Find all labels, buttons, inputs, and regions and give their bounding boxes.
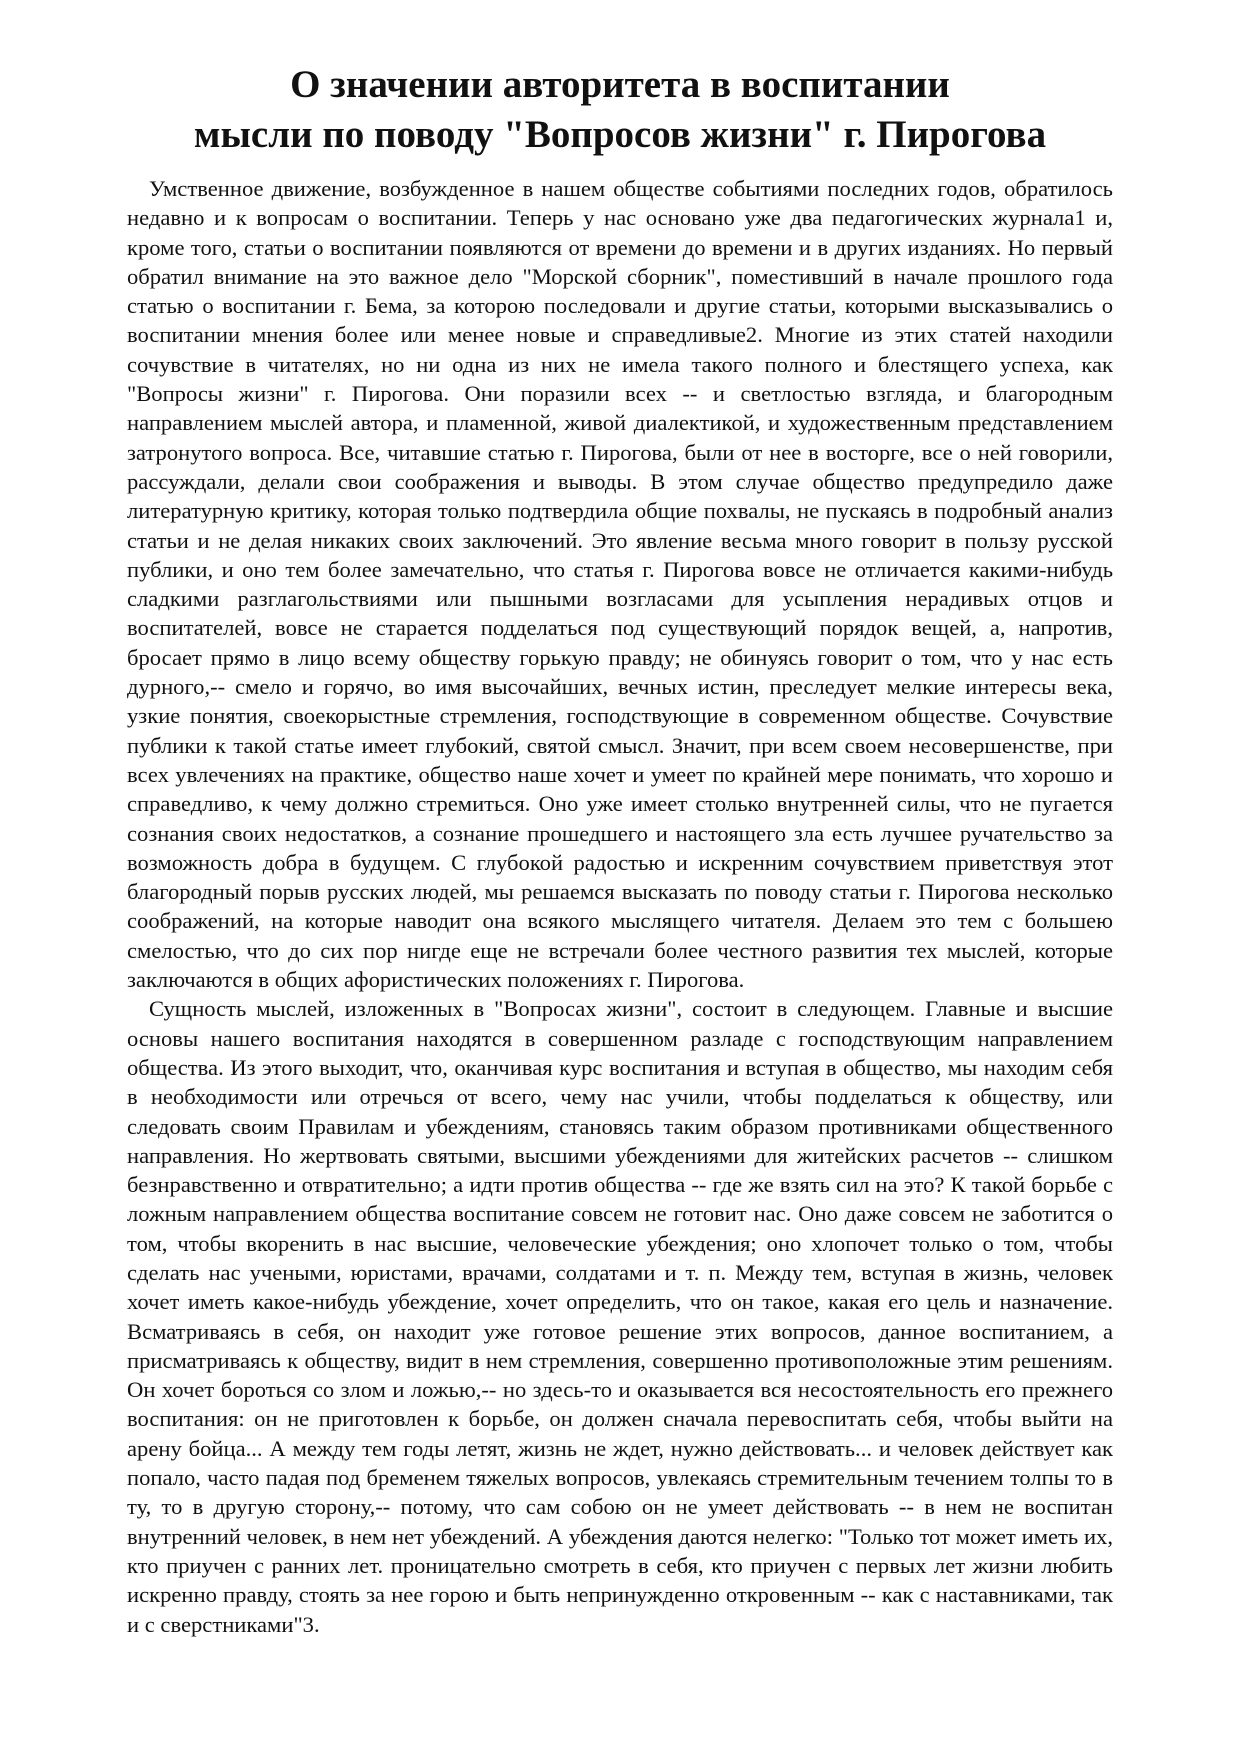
title-line-2: мысли по поводу "Вопросов жизни" г. Пирогова: [193, 113, 1047, 156]
document-body: [127, 174, 1113, 1639]
paragraph: Сущность мыслей, изложенных в "Вопросах жизни", состоит в следующем. Главные и высшие основы нашего воспитания находятся в совершенном разладе с господствующим направлением общества. Из этого выходит, что, оканчивая курс воспитания и вступая в общество, мы находим себя в необходимости или отречься от всего, чему нас учили, чтобы подделаться к обществу, или следовать своим Правилам и убеждениям, становясь таким образом противниками общественного направления. Но жертвовать святыми, высшими убеждениями для житейских расчетов -- слишком безнравственно и отвратительно; а идти против общества -- где же взять сил на это? К такой борьбе с ложным направлением общества воспитание совсем не готовит нас. Оно даже совсем не заботится о том, чтобы вкоренить в нас высшие, человеческие убеждения; оно хлопочет только о том, чтобы сделать нас учеными, юристами, врачами, солдатами и т. п. Между тем, вступая в жизнь, человек хочет иметь какое-нибудь убеждение, хочет определить, что он такое, какая его цель и назначение. Всматриваясь в себя, он находит уже готовое решение этих вопросов, данное воспитанием, а присматриваясь к обществу, видит в нем стремления, совершенно противоположные этим решениям. Он хочет бороться со злом и ложью,-- но здесь-то и оказывается вся несостоятельность его прежнего воспитания: он не приготовлен к борьбе, он должен сначала перевоспитать себя, чтобы выйти на арену бойца... А между тем годы летят, жизнь не ждет, нужно действовать... и человек действует как попало, часто падая под бременем тяжелых вопросов, увлекаясь стремительным течением толпы то в ту, то в другую сторону,-- потому, что сам собою он не умеет действовать -- в нем не воспитан внутренний человек, в нем нет убеждений. А убеждения даются нелегко: "Только тот может иметь их, кто приучен с ранних лет. проницательно смотреть в себя, кто приучен с первых лет жизни любить искренно правду, стоять за нее горою и быть непринужденно откровенным -- как с наставниками, так и с сверстниками"3.: [127, 996, 1113, 1637]
document-title: [127, 60, 1113, 160]
paragraph: Умственное движение, возбужденное в нашем обществе событиями последних годов, обратилось недавно и к вопросам о воспитании. Теперь у нас основано уже два педагогических журнала1 и, кроме того, статьи о воспитании появляются от времени до времени и в других изданиях. Но первый обратил внимание на это важное дело "Морской сборник", поместивший в начале прошлого года статью о воспитании г. Бема, за которою последовали и другие статьи, которыми высказывались о воспитании мнения более или менее новые и справедливые2. Многие из этих статей находили сочувствие в читателях, но ни одна из них не имела такого полного и блестящего успеха, как "Вопросы жизни" г. Пирогова. Они поразили всех -- и светлостью взгляда, и благородным направлением мыслей автора, и пламенной, живой диалектикой, и художественным представлением затронутого вопроса. Все, читавшие статью г. Пирогова, были от нее в восторге, все о ней говорили, рассуждали, делали свои соображения и выводы. В этом случае общество предупредило даже литературную критику, которая только подтвердила общие похвалы, не пускаясь в подробный анализ статьи и не делая никаких своих заключений. Это явление весьма много говорит в пользу русской публики, и оно тем более замечательно, что статья г. Пирогова вовсе не отличается какими-нибудь сладкими разглагольствиями или пышными возгласами для усыпления нерадивых отцов и воспитателей, вовсе не старается подделаться под существующий порядок вещей, а, напротив, бросает прямо в лицо всему обществу горькую правду; не обинуясь говорит о том, что у нас есть дурного,-- смело и горячо, во имя высочайших, вечных истин, преследует мелкие интересы века, узкие понятия, своекорыстные стремления, господствующие в современном обществе. Сочувствие публики к такой статье имеет глубокий, святой смысл. Значит, при всем своем несовершенстве, при всех увлечениях на практике, общество наше хочет и умеет по крайней мере понимать, что хорошо и справедливо, к чему должно стремиться. Оно уже имеет столько внутренней силы, что не пугается сознания своих недостатков, а сознание прошедшего и настоящего зла есть лучшее ручательство за возможность добра в будущем. С глубокой радостью и искренним сочувствием приветствуя этот благородный порыв русских людей, мы решаемся высказать по поводу статьи г. Пирогова несколько соображений, на которые наводит она всякого мыслящего читателя. Делаем это тем с большею смелостью, что до сих пор нигде еще не встречали более честного развития тех мыслей, которые заключаются в общих афористических положениях г. Пирогова.: [127, 176, 1113, 993]
title-line-1: О значении авторитета в воспитании: [290, 63, 950, 106]
